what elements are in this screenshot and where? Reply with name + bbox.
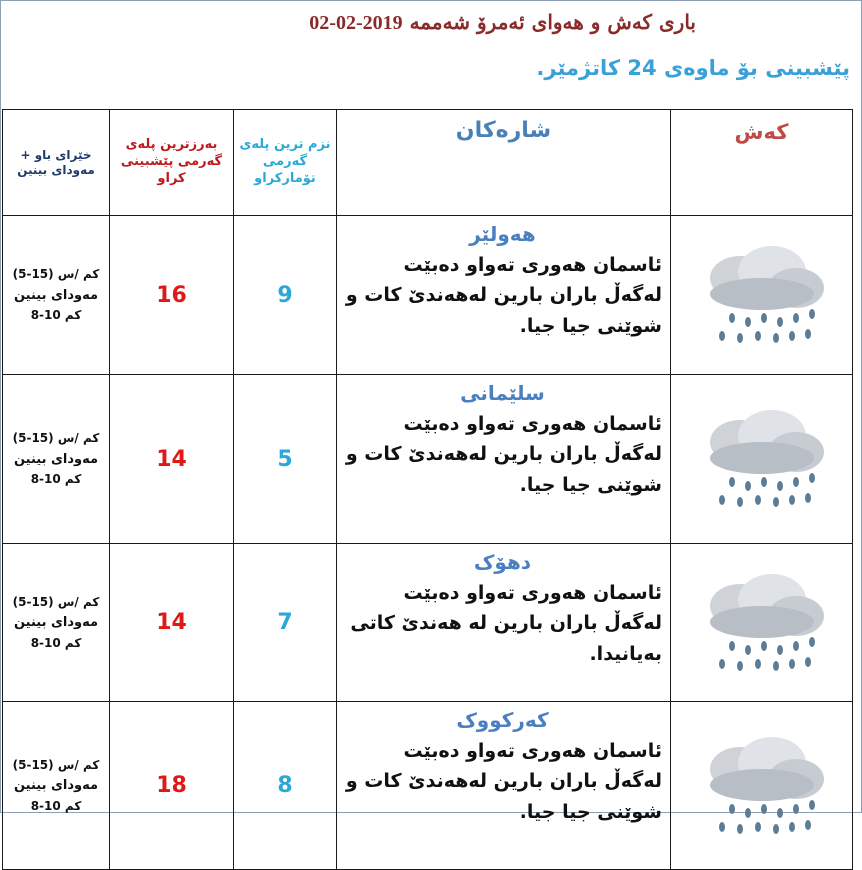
visibility-label: مەودای بینین xyxy=(13,451,99,467)
weather-description: ئاسمان هەوری تەواو دەبێت لەگەڵ باران بارین لەهەندێ کات و شوێنی جیا جیا. xyxy=(345,413,662,496)
cloud-rain-icon xyxy=(692,566,832,676)
wind-speed: (5-15) کم /س xyxy=(12,594,100,609)
city-cell xyxy=(337,216,671,375)
wind-cell xyxy=(3,544,110,702)
header-max-temp: بەرزترین پلەی گەرمی پێشبینی کراو xyxy=(110,110,234,216)
header-cities: شارەکان xyxy=(337,110,671,216)
title-text: باری کەش و هەوای ئەمرۆ شەممە xyxy=(409,10,696,34)
city-cell xyxy=(337,702,671,870)
wind-speed: (5-15) کم /س xyxy=(12,757,100,772)
weather-description: ئاسمان هەوری تەواو دەبێت لەگەڵ باران بارین لە هەندێ کاتی بەیانیدا. xyxy=(350,582,662,665)
min-temp: 7 xyxy=(234,544,337,702)
city-name: هەولێر xyxy=(469,222,536,246)
min-temp: 9 xyxy=(234,216,337,375)
table-row xyxy=(3,702,853,870)
wind-cell xyxy=(3,216,110,375)
min-temp: 8 xyxy=(234,702,337,870)
table-row xyxy=(3,375,853,544)
visibility-label: مەودای بینین xyxy=(13,615,99,631)
max-temp: 16 xyxy=(110,216,234,375)
max-temp: 14 xyxy=(110,375,234,544)
visibility-label: مەودای بینین xyxy=(13,287,99,303)
wind-speed: (5-15) کم /س xyxy=(12,431,100,446)
wind-speed: (5-15) کم /س xyxy=(12,267,100,282)
wind-cell xyxy=(3,375,110,544)
city-cell xyxy=(337,375,671,544)
wind-cell xyxy=(3,702,110,870)
visibility-value: 8-10 کم xyxy=(30,798,82,813)
forecast-table xyxy=(2,109,853,870)
weather-icon-cell xyxy=(671,702,853,870)
page-subtitle: پێشبینی بۆ ماوەی 24 کاتژمێر. xyxy=(536,56,850,80)
weather-icon-cell xyxy=(671,216,853,375)
visibility-value: 8-10 کم xyxy=(30,308,82,323)
visibility-label: مەودای بینین xyxy=(13,778,99,794)
weather-icon-cell xyxy=(671,544,853,702)
min-temp: 5 xyxy=(234,375,337,544)
cloud-rain-icon xyxy=(692,402,832,512)
cloud-rain-icon xyxy=(692,729,832,839)
cloud-rain-icon xyxy=(692,238,832,348)
title-date: 2019-02-02 xyxy=(309,12,403,34)
table-row xyxy=(3,544,853,702)
max-temp: 14 xyxy=(110,544,234,702)
weather-description: ئاسمان هەوری تەواو دەبێت لەگەڵ باران بارین لەهەندێ کات و شوێنی جیا جیا. xyxy=(345,740,662,823)
visibility-value: 8-10 کم xyxy=(30,472,82,487)
weather-icon-cell xyxy=(671,375,853,544)
header-wind: خێرای باو + مەودای بینین xyxy=(3,110,110,216)
page-title xyxy=(295,10,696,35)
city-name: دهۆک xyxy=(473,550,532,574)
city-cell xyxy=(337,544,671,702)
header-weather: کەش xyxy=(671,110,853,216)
city-name: سلێمانی xyxy=(460,381,545,405)
weather-description: ئاسمان هەوری تەواو دەبێت لەگەڵ باران بارین لەهەندێ کات و شوێنی جیا جیا. xyxy=(345,254,662,337)
max-temp: 18 xyxy=(110,702,234,870)
city-name: کەرکووک xyxy=(456,708,549,732)
header-min-temp: نزم ترین پلەی گەرمی تۆمارکراو xyxy=(234,110,337,216)
header-row xyxy=(3,110,853,216)
visibility-value: 8-10 کم xyxy=(30,635,82,650)
table-row xyxy=(3,216,853,375)
